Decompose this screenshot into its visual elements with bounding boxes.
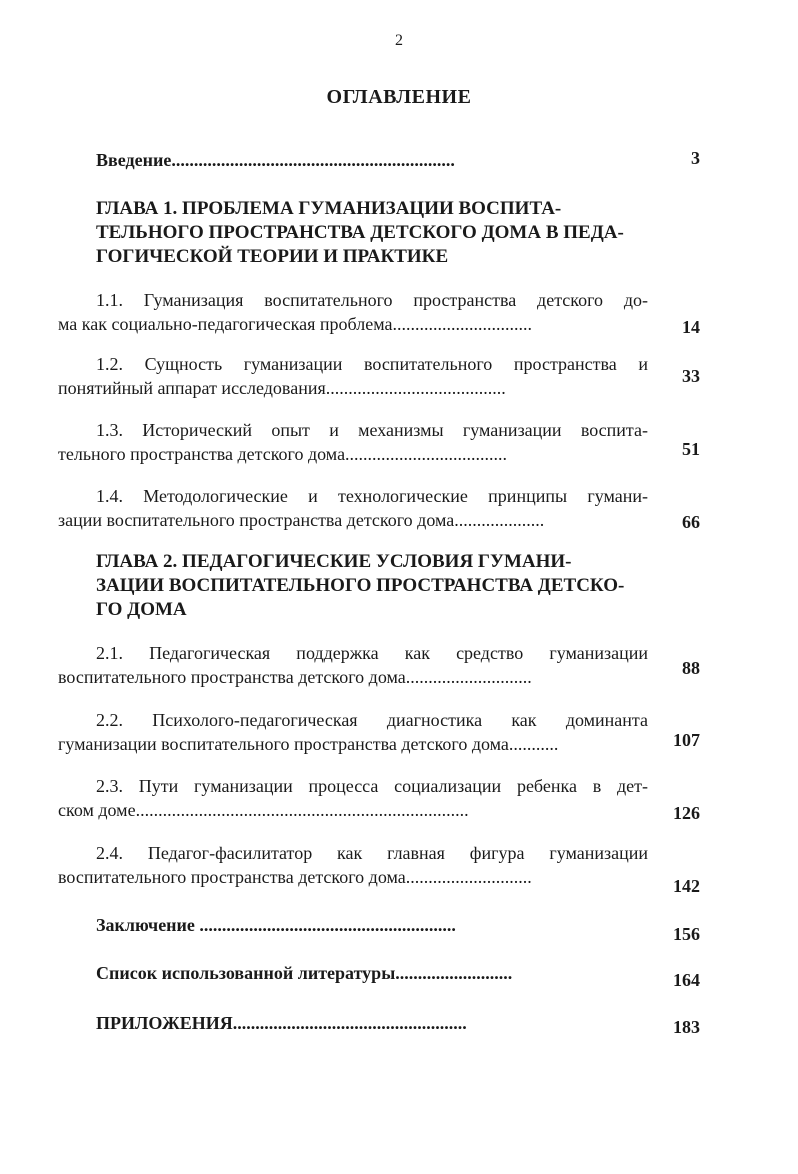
entry-line-2: тельного пространства детского дома.................................... — [58, 444, 508, 464]
toc-entry-references[interactable] — [96, 961, 512, 985]
conclusion-label: Заключение — [96, 915, 195, 935]
toc-entry-1-2[interactable] — [58, 352, 648, 400]
toc-entry-2-4[interactable] — [58, 841, 648, 889]
entry-line-1: 2.1. Педагогическая поддержка как средство гуманизации — [96, 643, 648, 663]
page-2-4: 142 — [673, 876, 700, 896]
toc-entry-1-3[interactable] — [58, 418, 648, 466]
page-2-2: 107 — [673, 730, 700, 750]
appendices-label: ПРИЛОЖЕНИЯ — [96, 1013, 233, 1033]
page-1-2: 33 — [682, 366, 700, 386]
page-2-1: 88 — [682, 658, 700, 678]
page-number: 2 — [395, 32, 403, 49]
entry-line-2: гуманизации воспитательного пространства детского дома........... — [58, 734, 559, 754]
conclusion-page: 156 — [673, 924, 700, 944]
page-1-4: 66 — [682, 512, 700, 532]
references-page: 164 — [673, 970, 700, 990]
intro-dots: ............................................................... — [171, 150, 455, 170]
entry-line-1: 2.2. Психолого-педагогическая диагностика как доминанта — [96, 710, 648, 730]
appendices-page: 183 — [673, 1017, 700, 1037]
entry-line-1: 1.4. Методологические и технологические принципы гумани- — [96, 486, 648, 506]
toc-entry-1-1[interactable] — [58, 288, 648, 336]
toc-entry-2-3[interactable] — [58, 774, 648, 822]
page-1-3: 51 — [682, 439, 700, 459]
toc-entry-2-1[interactable] — [58, 641, 648, 689]
toc-heading: ОГЛАВЛЕНИЕ — [326, 86, 472, 108]
entry-line-1: 2.4. Педагог-фасилитатор как главная фигура гуманизации — [96, 843, 648, 863]
chapter-2-title[interactable]: ГЛАВА 2. ПЕДАГОГИЧЕСКИЕ УСЛОВИЯ ГУМАНИ- ЗАЦИИ ВОСПИТАТЕЛЬНОГО ПРОСТРАНСТВА ДЕТСКО- ГО ДОМА — [96, 551, 625, 620]
page-1-1: 14 — [682, 317, 700, 337]
conclusion-dots: ......................................................... — [194, 915, 456, 935]
entry-line-1: 1.2. Сущность гуманизации воспитательного пространства и — [96, 354, 648, 374]
entry-line-1: 1.1. Гуманизация воспитательного пространства детского до- — [96, 290, 648, 310]
entry-line-2: зации воспитательного пространства детского дома.................... — [58, 510, 545, 530]
entry-line-2: ском доме.......................................................................... — [58, 800, 469, 820]
toc-entry-conclusion[interactable] — [96, 913, 456, 937]
entry-line-2: понятийный аппарат исследования........................................ — [58, 378, 506, 398]
entry-line-2: ма как социально-педагогическая проблема............................... — [58, 314, 532, 334]
entry-line-1: 1.3. Исторический опыт и механизмы гуманизации воспита- — [96, 420, 648, 440]
chapter-1-title[interactable]: ГЛАВА 1. ПРОБЛЕМА ГУМАНИЗАЦИИ ВОСПИТА- ТЕЛЬНОГО ПРОСТРАНСТВА ДЕТСКОГО ДОМА В ПЕДА- ГОГИЧЕСКОЙ ТЕОРИИ И ПРАКТИКЕ — [96, 198, 624, 267]
toc-entry-intro[interactable] — [96, 148, 455, 172]
entry-line-1: 2.3. Пути гуманизации процесса социализации ребенка в дет- — [96, 776, 648, 796]
toc-entry-appendices[interactable] — [96, 1011, 467, 1035]
references-dots: .......................... — [395, 963, 513, 983]
intro-label: Введение — [96, 150, 172, 170]
intro-page: 3 — [691, 148, 700, 168]
toc-entry-1-4[interactable] — [58, 484, 648, 532]
entry-line-2: воспитательного пространства детского дома............................ — [58, 867, 532, 887]
appendices-dots: .................................................... — [232, 1013, 467, 1033]
references-label: Список использованной литературы — [96, 963, 396, 983]
toc-entry-2-2[interactable] — [58, 708, 648, 756]
page-2-3: 126 — [673, 803, 700, 823]
entry-line-2: воспитательного пространства детского дома............................ — [58, 667, 532, 687]
